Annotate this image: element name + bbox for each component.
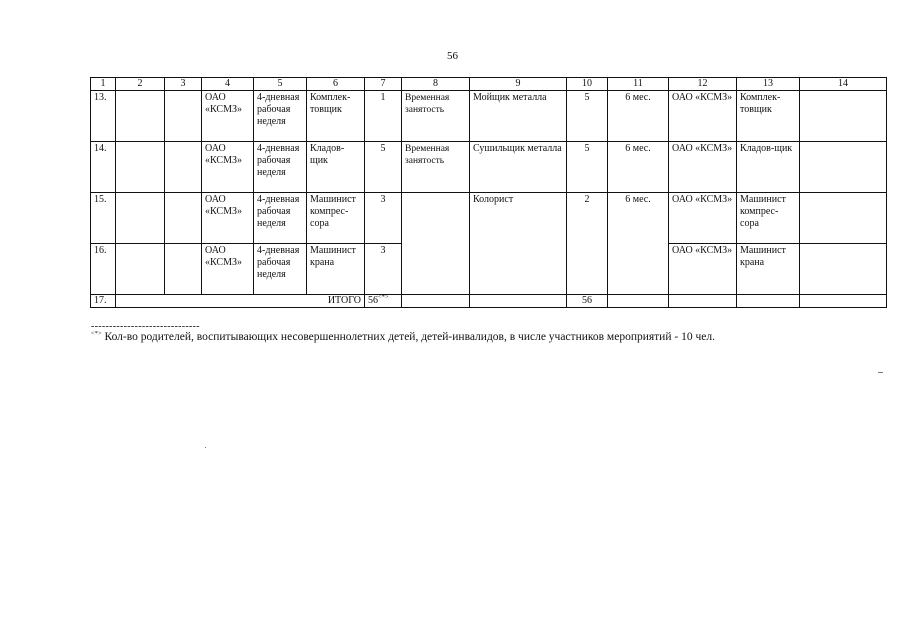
- column-number: 7: [365, 78, 402, 91]
- cell-col2: [116, 244, 165, 295]
- cell-col3: [165, 193, 202, 244]
- column-number: 6: [307, 78, 365, 91]
- profession2-cell: Комплек-товщик: [737, 91, 800, 142]
- total-count: 56: [368, 295, 378, 306]
- schedule-cell: 4-дневная рабочая неделя: [254, 91, 307, 142]
- table-row: [91, 91, 887, 142]
- cell-col14: [800, 295, 887, 308]
- footnote-text: Кол-во родителей, воспитывающих несовершеннолетних детей, детей-инвалидов, в числе участников мероприятий - 10 чел.: [104, 331, 715, 343]
- col10-cell: 2: [567, 193, 608, 295]
- cell-col3: [165, 244, 202, 295]
- page-number: 56: [447, 50, 458, 62]
- column-number: 3: [165, 78, 202, 91]
- cell-col2: [116, 142, 165, 193]
- cell-col3: [165, 91, 202, 142]
- cell-col14: [800, 244, 887, 295]
- cell-col9: [470, 295, 567, 308]
- employment-type-cell: Временная занятость: [402, 91, 470, 142]
- organization-cell: ОАО «КСМЗ»: [202, 244, 254, 295]
- profession-cell: Машинист компрес-сора: [307, 193, 365, 244]
- total-count-cell: [365, 295, 402, 308]
- employment-type-cell: Временная занятость: [402, 142, 470, 193]
- cell-col2: [116, 91, 165, 142]
- cell-col13: [737, 295, 800, 308]
- organization-cell: ОАО «КСМЗ»: [202, 91, 254, 142]
- profession2-cell: Машинист крана: [737, 244, 800, 295]
- column-number: 9: [470, 78, 567, 91]
- column-number: 11: [608, 78, 669, 91]
- footnote-mark: <*>: [91, 330, 102, 338]
- total-label: ИТОГО: [116, 295, 365, 308]
- organization-cell: ОАО «КСМЗ»: [202, 142, 254, 193]
- row-number: 15.: [91, 193, 116, 244]
- footnote-separator: ------------------------------: [91, 321, 200, 332]
- count-cell: 1: [365, 91, 402, 142]
- column-number: 2: [116, 78, 165, 91]
- column-number-row: [91, 78, 887, 91]
- count-cell: 5: [365, 142, 402, 193]
- column-number: 14: [800, 78, 887, 91]
- cell-col11: [608, 295, 669, 308]
- table-row: [91, 193, 887, 244]
- column-number: 12: [669, 78, 737, 91]
- total-col10: 56: [567, 295, 608, 308]
- cell-col8: [402, 295, 470, 308]
- column-number: 1: [91, 78, 116, 91]
- profession-cell: Кладов-щик: [307, 142, 365, 193]
- job-cell: Сушильщик металла: [470, 142, 567, 193]
- cell-col14: [800, 91, 887, 142]
- column-number: 4: [202, 78, 254, 91]
- column-number: 10: [567, 78, 608, 91]
- profession2-cell: Машинист компрес-сора: [737, 193, 800, 244]
- column-number: 5: [254, 78, 307, 91]
- period-cell: 6 мес.: [608, 193, 669, 295]
- period-cell: 6 мес.: [608, 91, 669, 142]
- organization-cell: ОАО «КСМЗ»: [202, 193, 254, 244]
- organization2-cell: ОАО «КСМЗ»: [669, 244, 737, 295]
- scan-speck: [205, 447, 206, 448]
- cell-col12: [669, 295, 737, 308]
- schedule-cell: 4-дневная рабочая неделя: [254, 244, 307, 295]
- row-number: 13.: [91, 91, 116, 142]
- organization2-cell: ОАО «КСМЗ»: [669, 91, 737, 142]
- count-cell: 3: [365, 244, 402, 295]
- cell-col2: [116, 193, 165, 244]
- profession2-cell: Кладов-щик: [737, 142, 800, 193]
- row-number: 14.: [91, 142, 116, 193]
- organization2-cell: ОАО «КСМЗ»: [669, 193, 737, 244]
- profession-cell: Машинист крана: [307, 244, 365, 295]
- col10-cell: 5: [567, 91, 608, 142]
- period-cell: 6 мес.: [608, 142, 669, 193]
- schedule-cell: 4-дневная рабочая неделя: [254, 142, 307, 193]
- employment-table: [90, 77, 887, 308]
- row-number: 17.: [91, 295, 116, 308]
- cell-col14: [800, 142, 887, 193]
- organization2-cell: ОАО «КСМЗ»: [669, 142, 737, 193]
- job-cell: Мойщик металла: [470, 91, 567, 142]
- footnote: [91, 331, 881, 343]
- scan-speck: [878, 372, 883, 373]
- schedule-cell: 4-дневная рабочая неделя: [254, 193, 307, 244]
- total-row: [91, 295, 887, 308]
- employment-type-cell: [402, 193, 470, 295]
- column-number: 8: [402, 78, 470, 91]
- column-number: 13: [737, 78, 800, 91]
- footnote-ref: <*>: [378, 294, 389, 301]
- col10-cell: 5: [567, 142, 608, 193]
- profession-cell: Комплек-товщик: [307, 91, 365, 142]
- count-cell: 3: [365, 193, 402, 244]
- cell-col14: [800, 193, 887, 244]
- row-number: 16.: [91, 244, 116, 295]
- table-row: [91, 142, 887, 193]
- job-cell: Колорист: [470, 193, 567, 295]
- cell-col3: [165, 142, 202, 193]
